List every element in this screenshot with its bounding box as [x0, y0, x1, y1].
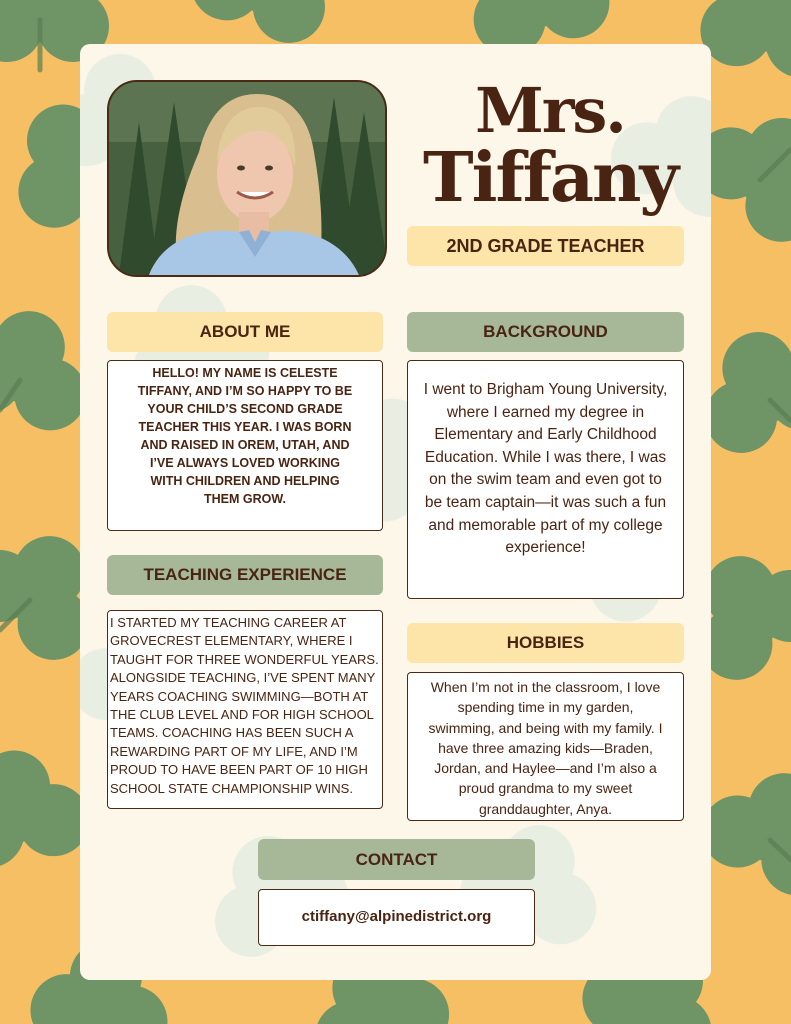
- title-line-1: Mrs.: [475, 74, 625, 147]
- background-text-box: I went to Brigham Young University, where I earned my degree in Elementary and Early Childhood Education. While I was there, I was on the swim team and even got to be team captain—it was such a fun and memorable part of my college experience!: [407, 360, 684, 599]
- teacher-photo: [107, 80, 387, 277]
- hobbies-heading: HOBBIES: [407, 623, 684, 663]
- role-label: 2ND GRADE TEACHER: [407, 226, 684, 266]
- contact-heading: CONTACT: [258, 839, 535, 880]
- about-text-box: HELLO! MY NAME IS CELESTE TIFFANY, AND I’M SO HAPPY TO BE YOUR CHILD’S SECOND GRADE TEACHER THIS YEAR. I WAS BORN AND RAISED IN OREM, UTAH, AND I’VE ALWAYS LOVED WORKING WITH CHILDREN AND HELPING THEM GROW.: [107, 360, 383, 531]
- title-line-2: Tiffany: [423, 138, 677, 218]
- teaching-text-box: I STARTED MY TEACHING CAREER AT GROVECREST ELEMENTARY, WHERE I TAUGHT FOR THREE WONDERFUL YEARS. ALONGSIDE TEACHING, I’VE SPENT MANY YEARS COACHING SWIMMING—BOTH AT THE CLUB LEVEL AND FOR HIGH SCHOOL TEAMS. COACHING HAS BEEN SUCH A REWARDING PART OF MY LIFE, AND I’M PROUD TO HAVE BEEN PART OF 10 HIGH SCHOOL STATE CHAMPIONSHIP WINS.: [107, 610, 383, 809]
- contact-email[interactable]: ctiffany@alpinedistrict.org: [258, 889, 535, 946]
- teaching-heading: TEACHING EXPERIENCE: [107, 555, 383, 595]
- hobbies-text-box: When I’m not in the classroom, I love spending time in my garden, swimming, and being with my family. I have three amazing kids—Braden, Jordan, and Haylee—and I’m also a proud grandma to my sweet granddaughter, Anya.: [407, 672, 684, 821]
- background-heading: BACKGROUND: [407, 312, 684, 352]
- about-heading: ABOUT ME: [107, 312, 383, 352]
